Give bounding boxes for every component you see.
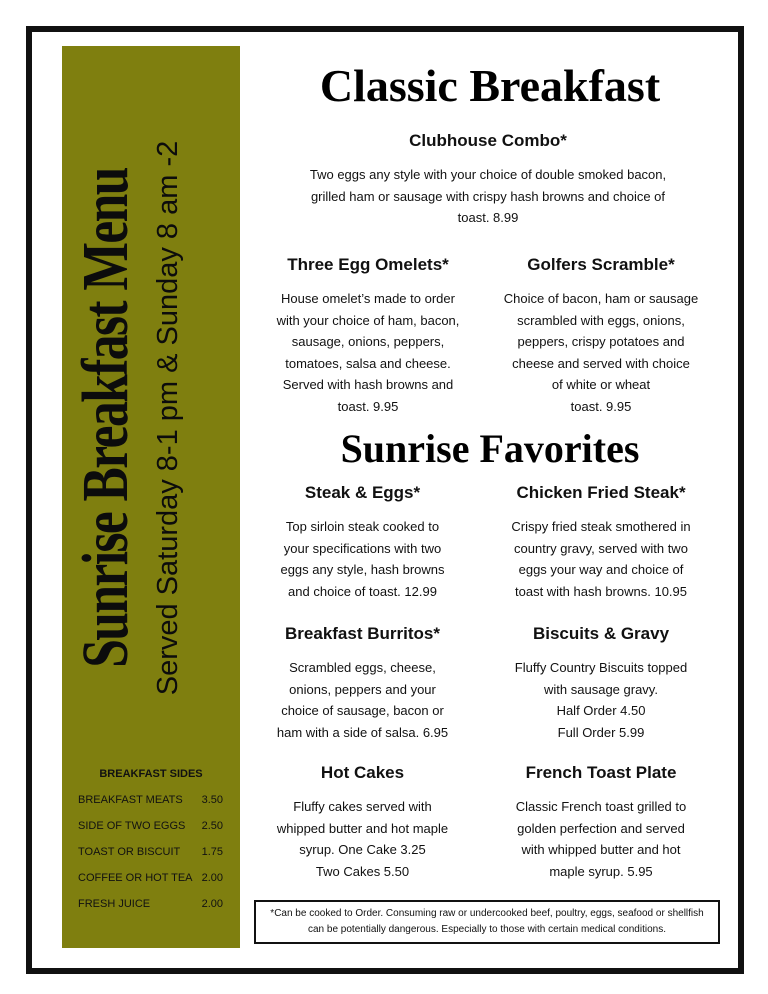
item-title: Three Egg Omelets* — [287, 255, 449, 274]
warning-line: *Can be cooked to Order. Consuming raw or undercooked beef, poultry, eggs, seafood or shellfish — [270, 908, 704, 919]
vertical-title-block — [66, 68, 236, 768]
side-name: SIDE OF TWO EGGS — [78, 820, 186, 832]
menu-item-biscuits-and-gravy — [488, 623, 714, 743]
menu-item-breakfast-burritos — [250, 623, 475, 743]
item-desc-line: Full Order 5.99 — [557, 724, 645, 740]
item-title: French Toast Plate — [525, 763, 677, 782]
item-desc-line: tomatoes, salsa and cheese. — [285, 355, 451, 371]
side-name: BREAKFAST MEATS — [78, 794, 183, 806]
item-desc-line: country gravy, served with two — [514, 540, 688, 556]
item-desc-line: whipped butter and hot maple — [276, 820, 449, 836]
item-desc-line: with your choice of ham, bacon, — [276, 312, 460, 328]
side-row — [62, 794, 240, 820]
item-desc-line: House omelet’s made to order — [281, 291, 455, 306]
item-title: Clubhouse Combo* — [409, 131, 567, 150]
side-price: 3.50 — [201, 794, 223, 806]
item-desc-line: with sausage gravy. — [544, 681, 658, 697]
side-price: 2.50 — [201, 820, 223, 832]
menu-item-french-toast-plate — [488, 762, 714, 882]
warning-line: can be potentially dangerous. Especially to those with certain medical conditions. — [308, 924, 666, 935]
item-desc-line: peppers, crispy potatoes and — [517, 334, 685, 349]
item-title: Steak & Eggs* — [304, 483, 421, 502]
item-desc-line: sausage, onions, peppers, — [291, 334, 445, 349]
item-title: Breakfast Burritos* — [285, 624, 440, 643]
item-title: Biscuits & Gravy — [532, 624, 670, 643]
side-name: TOAST OR BISCUIT — [78, 846, 181, 858]
side-row — [62, 820, 240, 846]
menu-item-clubhouse-combo — [268, 130, 708, 229]
item-desc-line: syrup. One Cake 3.25 — [299, 842, 426, 857]
item-desc-line: of white or wheat — [551, 377, 651, 392]
item-desc-line: eggs any style, hash browns — [280, 562, 445, 577]
item-desc-line: toast with hash browns. 10.95 — [515, 583, 687, 599]
item-desc-line: toast. 9.95 — [570, 398, 632, 414]
item-desc-line: Classic French toast grilled to — [515, 799, 687, 814]
menu-item-golfers-scramble — [488, 254, 714, 417]
menu-item-chicken-fried-steak — [488, 482, 714, 602]
side-price: 2.00 — [201, 898, 223, 910]
item-desc-line: Choice of bacon, ham or sausage — [503, 291, 699, 306]
item-desc-line: and choice of toast. 12.99 — [288, 583, 437, 599]
item-desc-line: onions, peppers and your — [289, 681, 436, 697]
item-title: Hot Cakes — [320, 763, 405, 782]
item-desc-line: maple syrup. 5.95 — [549, 863, 653, 879]
item-desc-line: grilled ham or sausage with crispy hash browns and choice of — [310, 188, 666, 204]
item-desc-line: Two eggs any style with your choice of double smoked bacon, — [309, 167, 667, 182]
menu-item-steak-and-eggs — [250, 482, 475, 602]
item-desc-line: Two Cakes 5.50 — [315, 863, 410, 879]
item-desc-line: your specifications with two — [283, 540, 442, 556]
item-desc-line: Top sirloin steak cooked to — [285, 519, 440, 534]
item-desc-line: cheese and served with choice — [512, 355, 690, 371]
item-title: Chicken Fried Steak* — [516, 483, 686, 502]
side-row — [62, 898, 240, 924]
item-desc-line: Fluffy cakes served with — [293, 799, 432, 814]
side-price: 1.75 — [201, 846, 223, 858]
item-desc-line: Fluffy Country Biscuits topped — [514, 660, 688, 675]
item-desc-line: toast. 8.99 — [457, 210, 519, 225]
side-row — [62, 846, 240, 872]
classic-breakfast-heading: Classic Breakfast — [319, 60, 661, 111]
side-row — [62, 872, 240, 898]
sides-header: BREAKFAST SIDES — [99, 768, 203, 780]
item-desc-line: scrambled with eggs, onions, — [517, 312, 685, 328]
item-desc-line: with whipped butter and hot — [521, 842, 681, 857]
sunrise-favorites-heading: Sunrise Favorites — [340, 426, 640, 471]
menu-item-hot-cakes — [250, 762, 475, 882]
menu-hours: Served Saturday 8-1 pm & Sunday 8 am -2 — [152, 140, 184, 696]
menu-item-three-egg-omelets — [258, 254, 478, 417]
item-desc-line: choice of sausage, bacon or — [281, 703, 444, 718]
item-desc-line: Scrambled eggs, cheese, — [289, 660, 436, 675]
item-desc-line: ham with a side of salsa. 6.95 — [276, 724, 449, 740]
item-title: Golfers Scramble* — [527, 255, 675, 274]
side-name: COFFEE OR HOT TEA — [78, 872, 193, 884]
item-desc-line: toast. 9.95 — [337, 398, 399, 414]
item-desc-line: Crispy fried steak smothered in — [511, 519, 691, 534]
side-price: 2.00 — [201, 872, 223, 884]
item-desc-line: Half Order 4.50 — [556, 703, 646, 718]
item-desc-line: golden perfection and served — [517, 820, 685, 836]
item-desc-line: Served with hash browns and — [282, 377, 454, 392]
item-desc-line: eggs your way and choice of — [518, 562, 684, 577]
menu-title: Sunrise Breakfast Menu — [69, 168, 142, 668]
consumption-warning — [254, 900, 720, 944]
breakfast-sides — [62, 768, 240, 924]
side-name: FRESH JUICE — [78, 898, 151, 910]
